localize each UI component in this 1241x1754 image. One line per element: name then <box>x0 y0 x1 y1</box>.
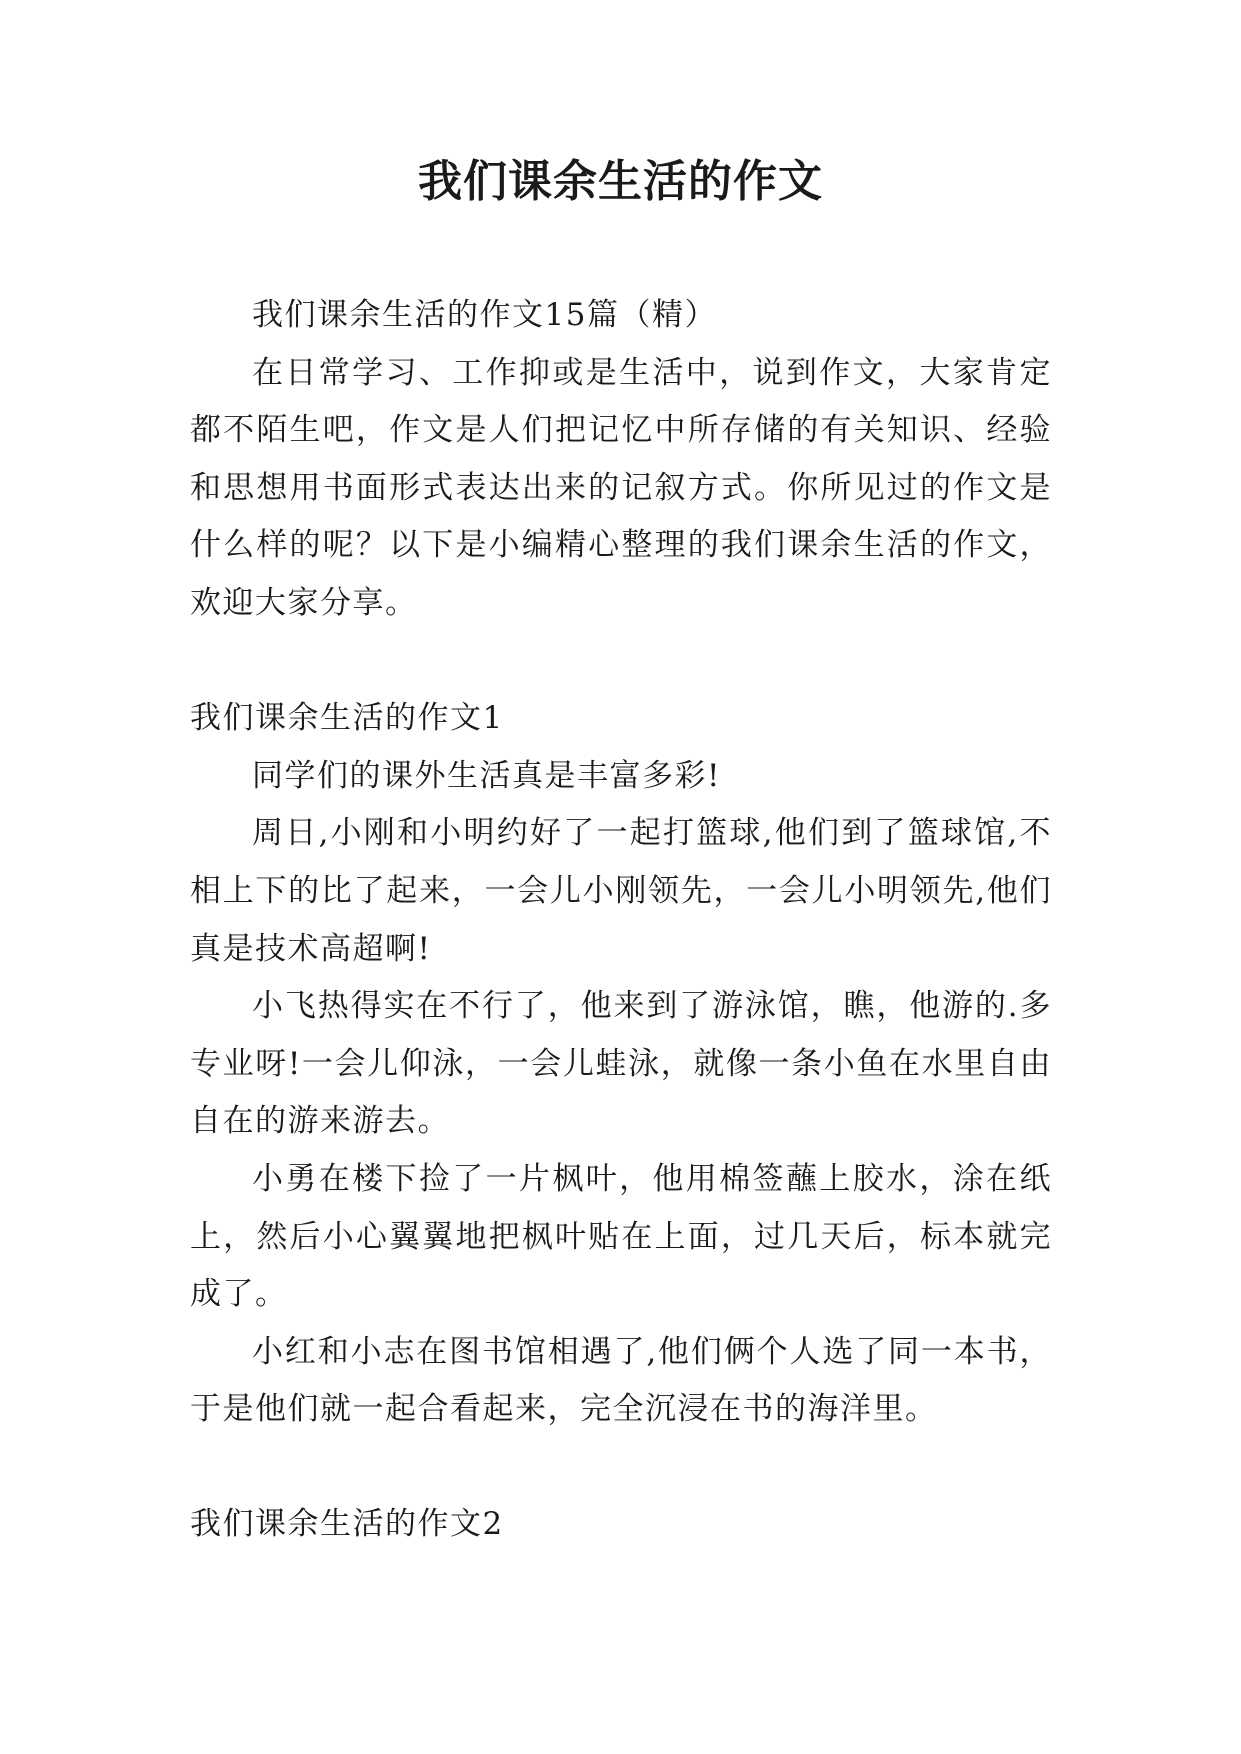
section-spacer <box>190 1439 1052 1497</box>
section-1-paragraph-1: 同学们的课外生活真是丰富多彩! <box>252 757 721 794</box>
section-heading-1: 我们课余生活的作文1 <box>190 700 504 737</box>
section-heading-2: 我们课余生活的作文2 <box>190 1506 504 1543</box>
section-1-paragraph-3: 小飞热得实在不行了，他来到了游泳馆，瞧，他游的.多专业呀!一会儿仰泳，一会儿蛙泳，就像一条小鱼在水里自由自在的游来游去。 <box>190 988 1052 1140</box>
section-1-paragraph-4: 小勇在楼下捡了一片枫叶，他用棉签蘸上胶水，涂在纸上，然后小心翼翼地把枫叶贴在上面，过几天后，标本就完成了。 <box>190 1160 1052 1313</box>
document-body <box>190 287 1052 1554</box>
intro-paragraph: 在日常学习、工作抑或是生活中，说到作文，大家肯定都不陌生吧，作文是人们把记忆中所存储的有关知识、经验和思想用书面形式表达出来的记叙方式。你所见过的作文是什么样的呢？以下是小编精心整理的我们课余生活的作文，欢迎大家分享。 <box>190 354 1052 621</box>
section-1-paragraph-5: 小红和小志在图书馆相遇了,他们俩个人选了同一本书，于是他们就一起合看起来，完全沉浸在书的海洋里。 <box>190 1333 1052 1428</box>
section-1-paragraph-2: 周日,小刚和小明约好了一起打篮球,他们到了篮球馆,不相上下的比了起来，一会儿小刚领先，一会儿小明领先,他们真是技术高超啊! <box>190 815 1052 967</box>
intro-subtitle: 我们课余生活的作文15篇（精） <box>252 297 717 333</box>
document-title: 我们课余生活的作文 <box>418 156 823 207</box>
section-spacer <box>190 633 1052 691</box>
